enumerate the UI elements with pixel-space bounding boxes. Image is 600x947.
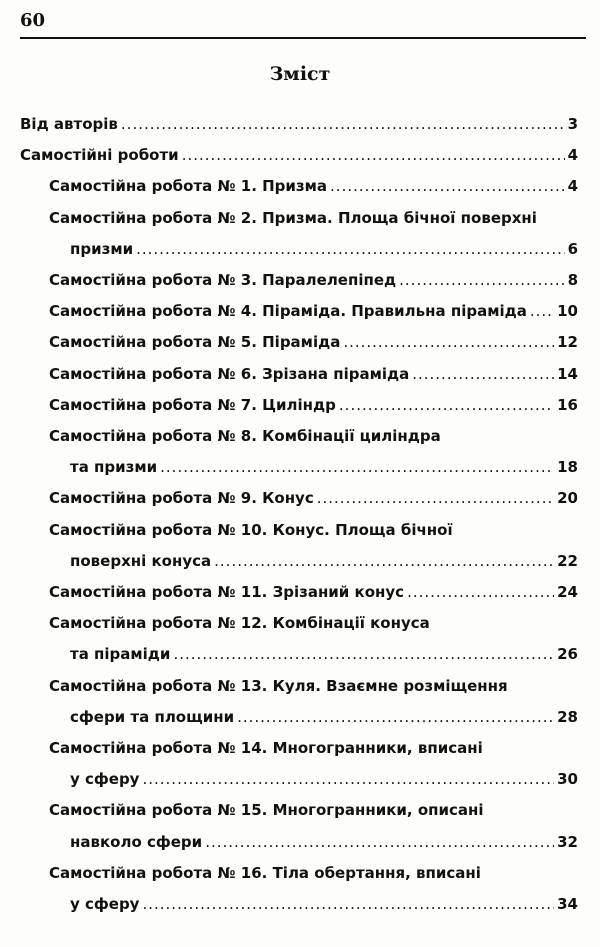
dot-leader bbox=[530, 299, 554, 323]
toc-entry-line bbox=[20, 112, 578, 136]
dot-leader bbox=[173, 642, 554, 666]
toc-entry-page: 4 bbox=[567, 146, 578, 165]
toc-entry-line bbox=[49, 611, 430, 635]
toc-entry-title: Самостійна робота № 10. Конус. Площа бічної bbox=[49, 520, 453, 539]
toc-entry-page: 34 bbox=[557, 895, 578, 913]
toc-entry-page: 6 bbox=[567, 239, 578, 258]
toc-entry-page: 8 bbox=[567, 271, 578, 289]
toc-entry-line bbox=[20, 143, 578, 167]
toc-entry-title: Самостійна робота № 12. Комбінації конуса bbox=[49, 614, 430, 633]
toc-entry-continuation bbox=[70, 549, 578, 573]
dot-leader bbox=[160, 455, 554, 479]
dot-leader bbox=[136, 237, 564, 261]
toc-entry-page: 4 bbox=[567, 177, 578, 196]
dot-leader bbox=[182, 143, 565, 167]
toc-entry-title: Самостійна робота № 14. Многогранники, вписані bbox=[49, 739, 483, 757]
toc-entry-continuation bbox=[70, 830, 578, 854]
dot-leader bbox=[205, 830, 554, 854]
toc-entry-title: у сферу bbox=[70, 895, 140, 913]
dot-leader bbox=[142, 767, 554, 791]
toc-entry-continuation bbox=[70, 892, 578, 916]
dot-leader bbox=[412, 362, 554, 386]
toc-entry-title: Від авторів bbox=[20, 115, 118, 133]
toc-entry-title: поверхні конуса bbox=[70, 551, 212, 570]
toc-entry-title: Самостійна робота № 7. Циліндр bbox=[49, 395, 336, 414]
toc-entry-line bbox=[49, 736, 483, 760]
toc-entry-title: навколо сфери bbox=[70, 832, 203, 851]
toc-entry-continuation bbox=[70, 455, 578, 479]
dot-leader bbox=[142, 892, 554, 916]
toc-entry-title: Самостійна робота № 9. Конус bbox=[49, 489, 314, 508]
toc-entry-title: Самостійна робота № 3. Паралелепіпед bbox=[49, 271, 397, 289]
toc-entry-title: призми bbox=[70, 239, 134, 258]
toc-entry-title: Самостійна робота № 1. Призма bbox=[49, 177, 328, 196]
toc-entry-title: сфери та площини bbox=[70, 707, 235, 726]
toc-entry-title: Самостійна робота № 15. Многогранники, описані bbox=[49, 801, 484, 820]
toc-title: Зміст bbox=[269, 63, 331, 85]
page-number: 60 bbox=[20, 10, 46, 31]
dot-leader bbox=[343, 330, 554, 354]
toc-entry-title: Самостійні роботи bbox=[20, 146, 179, 165]
toc-entry-continuation bbox=[70, 767, 578, 791]
toc-entry-title: Самостійна робота № 5. Піраміда bbox=[49, 333, 341, 352]
toc-entry-title: Самостійна робота № 4. Піраміда. Правильна піраміда bbox=[49, 302, 527, 321]
toc-entry-line bbox=[49, 580, 578, 604]
dot-leader bbox=[317, 486, 554, 510]
toc-entry-line bbox=[49, 861, 481, 885]
toc-entry-line bbox=[49, 299, 578, 323]
toc-entry-line bbox=[49, 206, 537, 230]
toc-entry-continuation bbox=[70, 642, 578, 666]
toc-entry-title: та призми bbox=[70, 458, 158, 477]
toc-entry-line bbox=[49, 174, 578, 198]
dot-leader bbox=[330, 174, 565, 198]
toc-entry-title: Самостійна робота № 13. Куля. Взаємне розміщення bbox=[49, 676, 508, 695]
toc-entry-page: 14 bbox=[557, 364, 578, 383]
toc-entry-page: 26 bbox=[557, 645, 578, 664]
toc-entry-page: 3 bbox=[567, 115, 578, 133]
toc-entry-page: 16 bbox=[557, 395, 578, 414]
dot-leader bbox=[214, 549, 554, 573]
dot-leader bbox=[121, 112, 565, 136]
toc-entry-line bbox=[49, 486, 578, 510]
toc-entry-title: Самостійна робота № 2. Призма. Площа бічної поверхні bbox=[49, 208, 537, 227]
toc-entry-line bbox=[49, 518, 453, 542]
toc-entry-page: 22 bbox=[557, 551, 578, 570]
toc-entry-title: Самостійна робота № 16. Тіла обертання, вписані bbox=[49, 863, 481, 882]
dot-leader bbox=[237, 705, 554, 729]
dot-leader bbox=[407, 580, 554, 604]
toc-entry-line bbox=[49, 424, 441, 448]
dot-leader bbox=[399, 268, 564, 292]
toc-entry-page: 10 bbox=[557, 302, 578, 321]
toc-entry-line bbox=[49, 330, 578, 354]
toc-entry-line bbox=[49, 393, 578, 417]
header-rule bbox=[20, 37, 586, 39]
toc-entry-page: 18 bbox=[557, 458, 578, 477]
toc-entry-line bbox=[49, 268, 578, 292]
toc-entry-page: 12 bbox=[557, 333, 578, 352]
toc-entry-page: 20 bbox=[557, 489, 578, 508]
toc-entry-line bbox=[49, 362, 578, 386]
dot-leader bbox=[339, 393, 554, 417]
toc-entry-line bbox=[49, 798, 484, 822]
toc-entry-page: 28 bbox=[557, 707, 578, 726]
toc-entry-title: та піраміди bbox=[70, 645, 171, 664]
toc-entry-title: Самостійна робота № 6. Зрізана піраміда bbox=[49, 364, 410, 383]
toc-entry-continuation bbox=[70, 237, 578, 261]
toc-entry-title: Самостійна робота № 8. Комбінації циліндра bbox=[49, 427, 441, 445]
toc-entry-title: Самостійна робота № 11. Зрізаний конус bbox=[49, 583, 405, 601]
toc-entry-line bbox=[49, 674, 508, 698]
toc-entry-page: 30 bbox=[557, 770, 578, 789]
toc-entry-title: у сферу bbox=[70, 770, 140, 789]
toc-entry-continuation bbox=[70, 705, 578, 729]
toc-entry-page: 24 bbox=[557, 583, 578, 601]
toc-entry-page: 32 bbox=[557, 832, 578, 851]
